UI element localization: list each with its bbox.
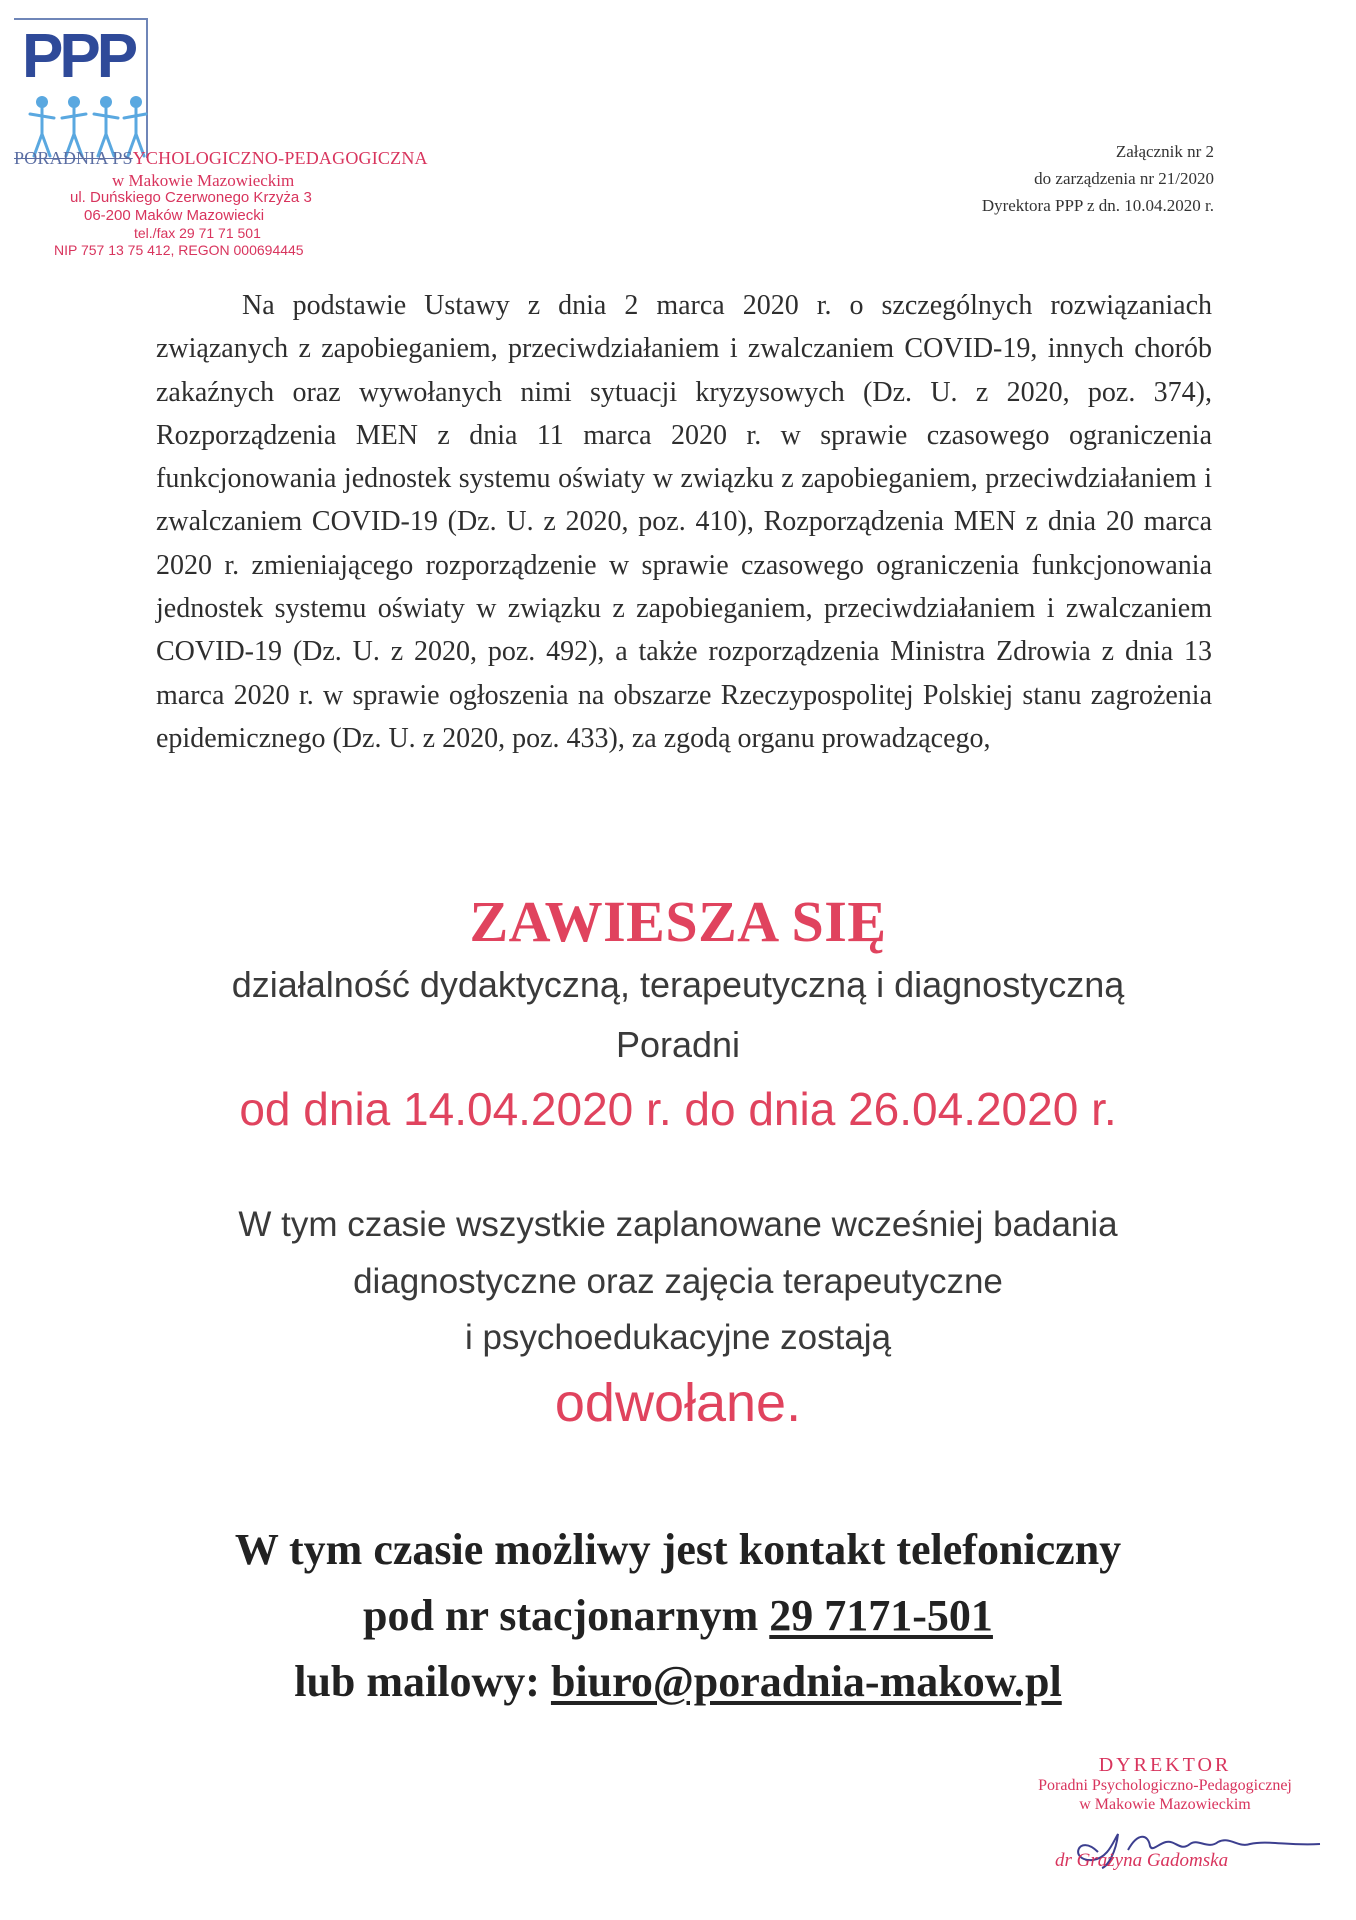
cancellation-line-1: W tym czasie wszystkie zaplanowane wcześniej badania (238, 1205, 1118, 1244)
cancelled-word: odwołane. (554, 1373, 802, 1433)
annex-reference (982, 138, 1214, 219)
email-prefix: lub mailowy: (294, 1657, 551, 1706)
stamp-name-overprint: PORADNIA PS (14, 148, 133, 168)
cancellation-line-2: diagnostyczne oraz zajęcia terapeutyczne (353, 1262, 1003, 1301)
suspension-headline: ZAWIESZA SIĘ (469, 889, 887, 954)
stamp-phone: tel./fax 29 71 71 501 (134, 225, 261, 241)
stamp-institution-name (14, 148, 434, 169)
contact-line-1: W tym czasie możliwy jest kontakt telefoniczny (234, 1525, 1122, 1574)
stamp-name-rest: YCHOLOGICZNO-PEDAGOGICZNA (132, 148, 428, 168)
stamp-street: ul. Duńskiego Czerwonego Krzyża 3 (70, 189, 312, 206)
stamp-nip-regon: NIP 757 13 75 412, REGON 000694445 (54, 242, 304, 258)
contact-email-line (0, 1656, 1356, 1707)
director-title: DYREKTOR (1098, 1754, 1232, 1776)
contact-phone-line (0, 1590, 1356, 1641)
phone-prefix: pod nr stacjonarnym (363, 1591, 770, 1640)
email-link[interactable]: biuro@poradnia-makow.pl (550, 1657, 1062, 1706)
institution-stamp (14, 148, 434, 258)
director-stamp (1000, 1754, 1330, 1814)
stamp-city: w Makowie Mazowieckim (112, 171, 295, 190)
institution-word: Poradni (615, 1024, 741, 1065)
director-city: w Makowie Mazowieckim (1079, 1796, 1251, 1813)
suspension-dates: od dnia 14.04.2020 r. do dnia 26.04.2020 r. (239, 1083, 1117, 1135)
annex-number: Załącznik nr 2 (1115, 142, 1214, 161)
director-institution: Poradni Psychologiczno-Pedagogicznej (1038, 1777, 1292, 1794)
director-name: dr Grażyna Gadomska (1055, 1850, 1229, 1871)
cancellation-line-3: i psychoedukacyjne zostają (464, 1318, 892, 1357)
annex-order: do zarządzenia nr 21/2020 (1034, 169, 1214, 188)
annex-date: Dyrektora PPP z dn. 10.04.2020 r. (981, 196, 1214, 215)
phone-number-link[interactable]: 29 7171-501 (769, 1591, 993, 1640)
ppp-logo (14, 18, 148, 158)
stamp-postcode: 06-200 Maków Mazowiecki (84, 207, 265, 224)
legal-basis-paragraph: Na podstawie Ustawy z dnia 2 marca 2020 r. o szczególnych rozwiązaniach związanych z zapobieganiem, przeciwdziałaniem i zwalczaniem COVID-19, innych chorób zakaźnych oraz wywołanych nimi sytuacji kryzysowych (Dz. U. z 2020, poz. 374), Rozporządzenia MEN z dnia 11 marca 2020 r. w sprawie czasowego ograniczenia funkcjonowania jednostek systemu oświaty w związku z zapobieganiem, przeciwdziałaniem i zwalczaniem COVID-19 (Dz. U. z 2020, poz. 410), Rozporządzenia MEN z dnia 20 marca 2020 r. zmieniającego rozporządzenie w sprawie czasowego ograniczenia funkcjonowania jednostek systemu oświaty w związku z zapobieganiem, przeciwdziałaniem i zwalczaniem COVID-19 (Dz. U. z 2020, poz. 492), a także rozporządzenia Ministra Zdrowia z dnia 13 marca 2020 r. w sprawie ogłoszenia na obszarze Rzeczypospolitej Polskiej stanu zagrożenia epidemicznego (Dz. U. z 2020, poz. 433), za zgodą organu prowadzącego, (156, 290, 1212, 754)
logo-letters: PPP (22, 22, 135, 91)
suspended-activity: działalność dydaktyczną, terapeutyczną i diagnostyczną (231, 964, 1125, 1005)
